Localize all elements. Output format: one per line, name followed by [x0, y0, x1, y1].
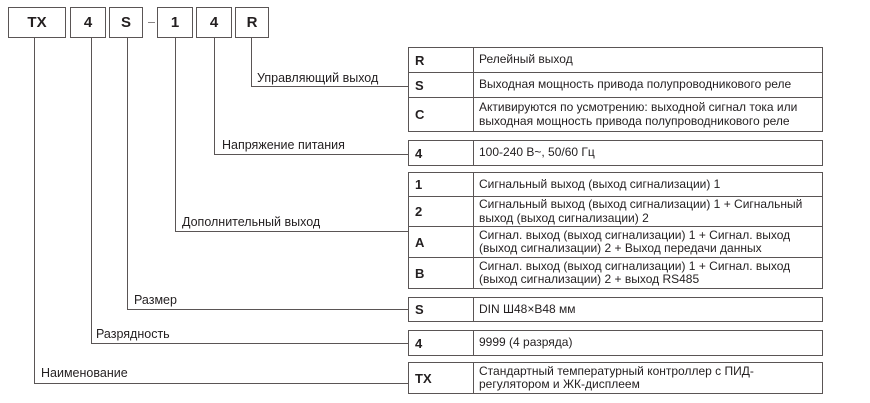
connector-series-v	[34, 38, 35, 384]
option-description: Выходная мощность привода полупроводникового реле	[479, 77, 792, 92]
connector-control-output-v	[251, 38, 252, 87]
option-description: Сигнальный выход (выход сигнализации) 1	[479, 176, 721, 191]
table-control-output	[408, 47, 823, 132]
connector-power-v	[214, 38, 215, 155]
code-segment-digits: 4	[70, 7, 106, 38]
option-row	[409, 226, 822, 257]
connector-size-v	[127, 38, 128, 310]
label-digits: Разрядность	[96, 327, 170, 341]
option-code: S	[409, 298, 474, 321]
option-row	[409, 48, 822, 72]
option-code: A	[409, 227, 474, 257]
connector-power-h	[214, 154, 408, 155]
option-code: B	[409, 258, 474, 288]
connector-sub-output-h	[175, 231, 408, 232]
option-code: 4	[409, 331, 474, 355]
option-row	[409, 141, 822, 165]
option-description: Сигнал. выход (выход сигнализации) 1 + Сигнал. выход (выход сигнализации) 2 + Выход передачи данных	[479, 227, 791, 255]
option-row	[409, 97, 822, 131]
label-power: Напряжение питания	[222, 138, 345, 152]
label-control-output: Управляющий выход	[257, 71, 379, 85]
table-size	[408, 297, 823, 322]
option-description: Активируются по усмотрению: выходной сигнал тока или выходная мощность привода полупроводникового реле	[479, 100, 798, 128]
table-series	[408, 362, 823, 394]
option-code: 1	[409, 173, 474, 196]
code-separator	[148, 22, 155, 23]
option-code: C	[409, 98, 474, 131]
option-row	[409, 196, 822, 226]
code-segment-sub-output: 1	[157, 7, 193, 38]
option-description: 100-240 В~, 50/60 Гц	[479, 145, 595, 160]
code-segment-power: 4	[196, 7, 232, 38]
connector-sub-output-v	[175, 38, 176, 232]
option-code: R	[409, 48, 474, 72]
option-row	[409, 363, 822, 393]
option-row	[409, 257, 822, 288]
label-series: Наименование	[41, 366, 128, 380]
option-code: 4	[409, 141, 474, 165]
label-size: Размер	[134, 293, 177, 307]
connector-digits-v	[91, 38, 92, 344]
connector-control-output-h	[251, 86, 408, 87]
option-description: Сигнал. выход (выход сигнализации) 1 + Сигнал. выход (выход сигнализации) 2 + выход RS485	[479, 258, 791, 286]
option-code: S	[409, 73, 474, 97]
connector-digits-h	[91, 343, 408, 344]
code-segment-size: S	[109, 7, 143, 38]
option-row	[409, 72, 822, 97]
option-row	[409, 298, 822, 321]
table-sub-output	[408, 172, 823, 289]
option-description: Сигнальный выход (выход сигнализации) 1 + Сигнальный выход (выход сигнализации) 2	[479, 197, 803, 225]
option-row	[409, 173, 822, 196]
table-digits	[408, 330, 823, 356]
code-segment-control-output: R	[235, 7, 269, 38]
option-description: Стандартный температурный контроллер с ПИД-регулятором и ЖК-дисплеем	[479, 363, 754, 391]
table-power	[408, 140, 823, 166]
option-row	[409, 331, 822, 355]
connector-series-h	[34, 383, 408, 384]
code-segment-series: TX	[8, 7, 66, 38]
connector-size-h	[127, 309, 408, 310]
label-sub-output: Дополнительный выход	[182, 215, 321, 229]
option-description: Релейный выход	[479, 52, 573, 67]
option-code: TX	[409, 363, 474, 393]
option-code: 2	[409, 197, 474, 226]
option-description: DIN Ш48×В48 мм	[479, 301, 576, 316]
option-description: 9999 (4 разряда)	[479, 335, 573, 350]
